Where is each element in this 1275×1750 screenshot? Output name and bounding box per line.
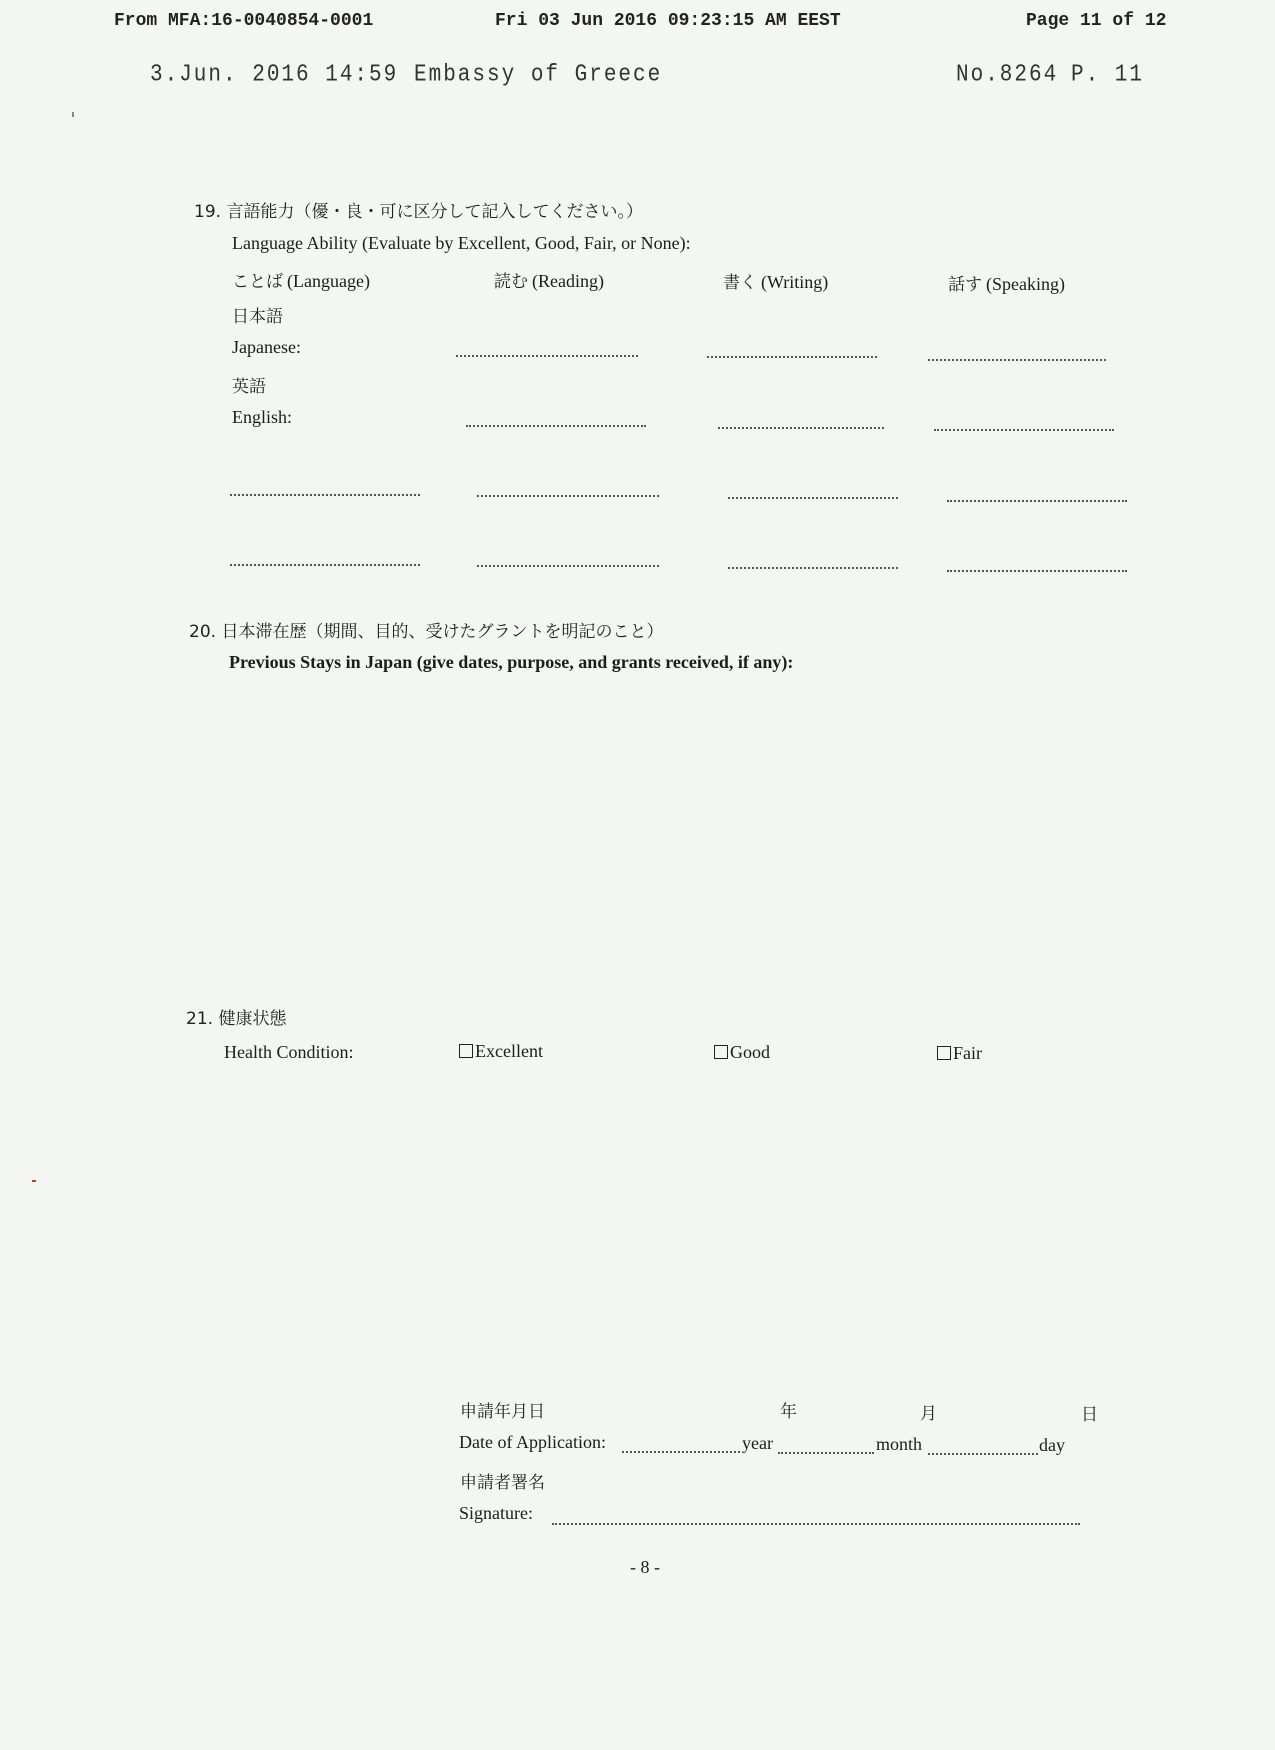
day-jp: 日 — [1081, 1405, 1098, 1425]
signature-en: Signature: — [459, 1503, 533, 1523]
transmission-page: P. 11 — [1071, 62, 1145, 89]
year-en: year — [742, 1433, 773, 1453]
column-header-language: ことば (Language) — [232, 271, 370, 292]
application-month-field[interactable] — [778, 1452, 874, 1454]
transmission-number: No.8264 — [956, 62, 1059, 89]
q21-title-en: Health Condition: — [224, 1042, 354, 1062]
japanese-writing-field[interactable] — [707, 356, 877, 358]
application-year-field[interactable] — [622, 1451, 740, 1453]
other-language-2-writing-field[interactable] — [728, 567, 898, 569]
q20-heading-jp — [189, 617, 663, 642]
health-option-excellent[interactable]: Excellent — [459, 1041, 543, 1062]
other-language-1-reading-field[interactable] — [477, 495, 659, 497]
page-number: - 8 - — [630, 1557, 660, 1577]
checkbox-icon[interactable] — [459, 1044, 473, 1058]
transmission-date: 3.Jun. 2016 14:59 — [150, 62, 399, 89]
row-english-jp: 英語 — [232, 377, 266, 397]
q20-title-jp: 日本滞在歴（期間、目的、受けたグラントを明記のこと） — [221, 622, 664, 642]
other-language-1-field[interactable] — [230, 494, 420, 496]
english-writing-field[interactable] — [718, 427, 884, 429]
english-reading-field[interactable] — [466, 425, 646, 427]
application-day-field[interactable] — [928, 1453, 1038, 1455]
fax-from: From MFA:16-0040854-0001 — [114, 11, 374, 31]
q20-number: 20. — [189, 622, 217, 642]
checkbox-icon[interactable] — [937, 1046, 951, 1060]
health-option-good[interactable]: Good — [714, 1042, 770, 1063]
other-language-2-field[interactable] — [230, 564, 420, 566]
scan-mark — [32, 1180, 36, 1182]
application-date-en: Date of Application: — [459, 1432, 606, 1452]
month-en: month — [876, 1434, 923, 1454]
other-language-1-speaking-field[interactable] — [947, 500, 1127, 502]
application-date-jp: 申請年月日 — [460, 1402, 545, 1422]
japanese-reading-field[interactable] — [456, 355, 638, 357]
checkbox-icon[interactable] — [714, 1045, 728, 1059]
column-header-speaking: 話す (Speaking) — [948, 274, 1065, 295]
transmission-sender: Embassy of Greece — [414, 62, 663, 89]
q19-title-jp: 言語能力（優・良・可に区分して記入してください。） — [226, 202, 643, 222]
q20-title-en: Previous Stays in Japan (give dates, purpose, and grants received, if any): — [229, 652, 794, 672]
previous-stays-area[interactable] — [229, 685, 1129, 945]
row-japanese-en: Japanese: — [232, 337, 301, 357]
month-jp: 月 — [920, 1404, 937, 1424]
q19-heading-jp — [194, 197, 643, 222]
fax-page: Page 11 of 12 — [1026, 11, 1167, 31]
q21-title-jp: 健康状態 — [218, 1009, 287, 1029]
q21-number: 21. — [186, 1009, 214, 1029]
q19-number: 19. — [194, 202, 222, 222]
scan-mark — [72, 112, 74, 117]
health-option-fair[interactable]: Fair — [937, 1043, 982, 1064]
q21-heading-jp — [186, 1004, 286, 1029]
day-en: day — [1039, 1435, 1065, 1455]
other-language-2-reading-field[interactable] — [477, 565, 659, 567]
year-jp: 年 — [780, 1402, 797, 1422]
other-language-2-speaking-field[interactable] — [947, 570, 1127, 572]
signature-jp: 申請者署名 — [460, 1473, 545, 1493]
other-language-1-writing-field[interactable] — [728, 497, 898, 499]
fax-datetime: Fri 03 Jun 2016 09:23:15 AM EEST — [495, 11, 841, 31]
english-speaking-field[interactable] — [934, 429, 1114, 431]
signature-field[interactable] — [552, 1523, 1080, 1525]
row-english-en: English: — [232, 407, 293, 427]
row-japanese-jp: 日本語 — [232, 307, 283, 327]
column-header-reading: 読む (Reading) — [494, 271, 604, 292]
column-header-writing: 書く (Writing) — [723, 272, 829, 293]
q19-title-en: Language Ability (Evaluate by Excellent, Good, Fair, or None): — [232, 233, 691, 253]
japanese-speaking-field[interactable] — [928, 359, 1106, 361]
